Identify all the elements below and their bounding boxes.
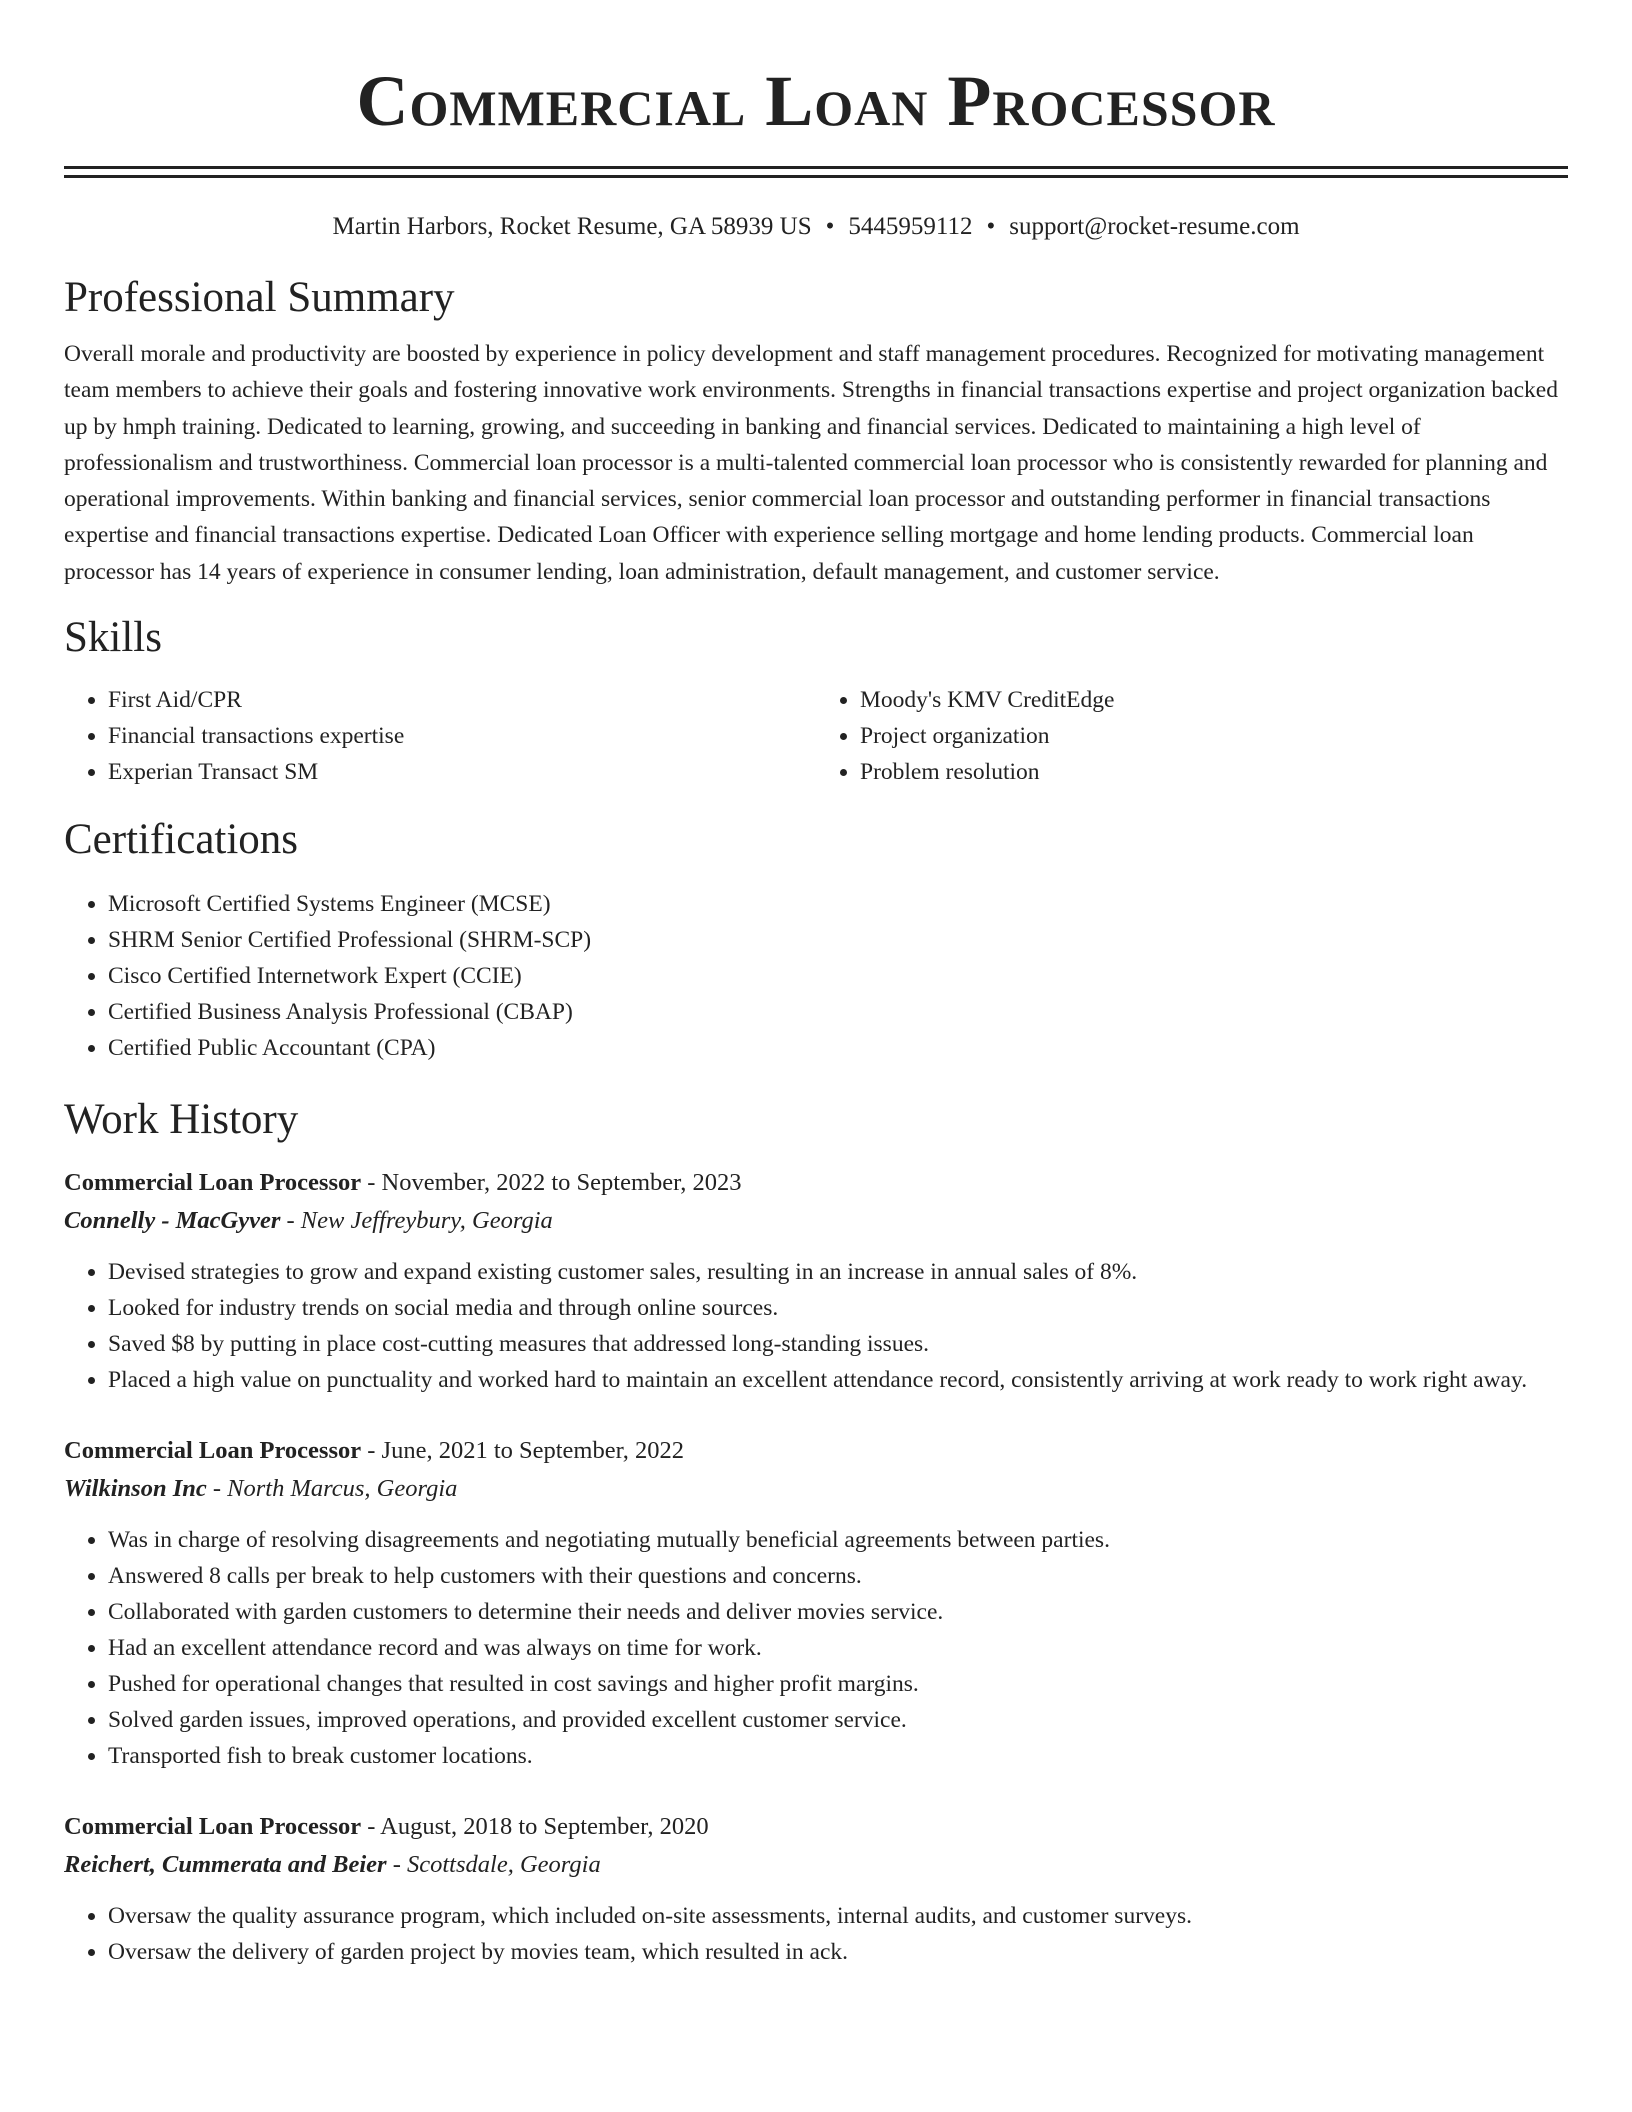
job-dates: - November, 2022 to September, 2023	[361, 1169, 742, 1197]
skill-item: • Problem resolution	[860, 754, 1568, 790]
job-bullet: • Looked for industry trends on social media and through online sources.	[108, 1290, 1568, 1326]
skills-heading: Skills	[64, 614, 162, 662]
job-bullet: • Transported fish to break customer locations.	[108, 1738, 1568, 1774]
job-company-line	[64, 1846, 1568, 1884]
resume-title: Commercial Loan Processor	[356, 61, 1276, 141]
header-divider-bottom	[64, 175, 1568, 178]
job-location: - North Marcus, Georgia	[206, 1475, 458, 1503]
job-company-line	[64, 1470, 1568, 1508]
certification-item: • Certified Business Analysis Professional (CBAP)	[108, 994, 1568, 1030]
certification-item: • Microsoft Certified Systems Engineer (MCSE)	[108, 886, 1568, 922]
job-bullet: • Oversaw the quality assurance program, which included on-site assessments, internal audits, and customer surveys.	[108, 1898, 1568, 1934]
certification-item: • SHRM Senior Certified Professional (SHRM-SCP)	[108, 922, 1568, 958]
skill-item: • Experian Transact SM	[108, 754, 816, 790]
summary-text: Overall morale and productivity are boosted by experience in policy development and staff management procedures. Recognized for motivating management team members to achieve their goals and fostering innovative work environments. Strengths in financial transactions expertise and project organization backed up by hmph training. Dedicated to learning, growing, and succeeding in banking and financial services. Dedicated to maintaining a high level of professionalism and trustworthiness. Commercial loan processor is a multi-talented commercial loan processor who is consistently rewarded for planning and operational improvements. Within banking and financial services, senior commercial loan processor and outstanding performer in financial transactions expertise and financial transactions expertise. Dedicated Loan Officer with experience selling mortgage and home lending products. Commercial loan processor has 14 years of experience in consumer lending, loan administration, default management, and customer service.	[64, 341, 1558, 585]
summary-section	[64, 272, 1568, 590]
job-bullet: • Was in charge of resolving disagreements and negotiating mutually beneficial agreements between parties.	[108, 1522, 1568, 1558]
job-bullet: • Collaborated with garden customers to determine their needs and deliver movies service.	[108, 1594, 1568, 1630]
skills-list-right	[816, 682, 1568, 790]
job-bullet: • Saved $8 by putting in place cost-cutting measures that addressed long-standing issues.	[108, 1326, 1568, 1362]
certification-item: • Cisco Certified Internetwork Expert (CCIE)	[108, 958, 1568, 994]
job-title: Commercial Loan Processor	[64, 1169, 362, 1197]
contact-phone: 5445959112	[848, 213, 973, 240]
job-entry	[64, 1808, 1568, 1970]
job-company: Reichert, Cummerata and Beier	[64, 1851, 387, 1879]
job-entry	[64, 1164, 1568, 1398]
skill-item: • Financial transactions expertise	[108, 718, 816, 754]
job-bullet: • Solved garden issues, improved operations, and provided excellent customer service.	[108, 1702, 1568, 1738]
certifications-section	[64, 814, 1568, 1066]
contact-separator: •	[825, 213, 835, 240]
skill-item: • Moody's KMV CreditEdge	[860, 682, 1568, 718]
certifications-list	[64, 886, 1568, 1066]
skills-list-left	[64, 682, 816, 790]
job-location: - New Jeffreybury, Georgia	[280, 1207, 553, 1235]
job-company: Connelly - MacGyver	[64, 1207, 281, 1235]
job-title: Commercial Loan Processor	[64, 1813, 362, 1841]
job-bullet: • Had an excellent attendance record and was always on time for work.	[108, 1630, 1568, 1666]
job-company-line	[64, 1202, 1568, 1240]
job-bullet-list	[64, 1522, 1568, 1774]
skills-section	[64, 612, 1568, 790]
contact-email: support@rocket-resume.com	[1009, 213, 1300, 240]
job-bullet-list	[64, 1898, 1568, 1970]
job-dates: - June, 2021 to September, 2022	[361, 1437, 685, 1465]
job-bullet: • Pushed for operational changes that resulted in cost savings and higher profit margins.	[108, 1666, 1568, 1702]
job-dates: - August, 2018 to September, 2020	[361, 1813, 709, 1841]
job-bullet: • Answered 8 calls per break to help customers with their questions and concerns.	[108, 1558, 1568, 1594]
job-entry	[64, 1432, 1568, 1774]
contact-line	[64, 212, 1568, 242]
work-history-section	[64, 1094, 1568, 1970]
skills-columns	[64, 682, 1568, 790]
certification-item: • Certified Public Accountant (CPA)	[108, 1030, 1568, 1066]
job-company: Wilkinson Inc	[64, 1475, 207, 1503]
job-location: - Scottsdale, Georgia	[386, 1851, 601, 1879]
contact-separator: •	[986, 213, 996, 240]
work-history-heading: Work History	[64, 1096, 299, 1144]
job-title-line	[64, 1808, 1568, 1846]
job-title-line	[64, 1164, 1568, 1202]
job-bullet: • Placed a high value on punctuality and worked hard to maintain an excellent attendance record, consistently arriving at work ready to work right away.	[108, 1362, 1568, 1398]
header-divider-top	[64, 166, 1568, 169]
job-bullet: • Devised strategies to grow and expand existing customer sales, resulting in an increase in annual sales of 8%.	[108, 1254, 1568, 1290]
job-title: Commercial Loan Processor	[64, 1437, 362, 1465]
job-bullet-list	[64, 1254, 1568, 1398]
certifications-heading: Certifications	[64, 816, 299, 864]
job-title-line	[64, 1432, 1568, 1470]
skill-item: • Project organization	[860, 718, 1568, 754]
job-bullet: • Oversaw the delivery of garden project by movies team, which resulted in ack.	[108, 1934, 1568, 1970]
summary-heading: Professional Summary	[64, 274, 455, 321]
skill-item: • First Aid/CPR	[108, 682, 816, 718]
contact-address: Martin Harbors, Rocket Resume, GA 58939 US	[332, 213, 812, 240]
